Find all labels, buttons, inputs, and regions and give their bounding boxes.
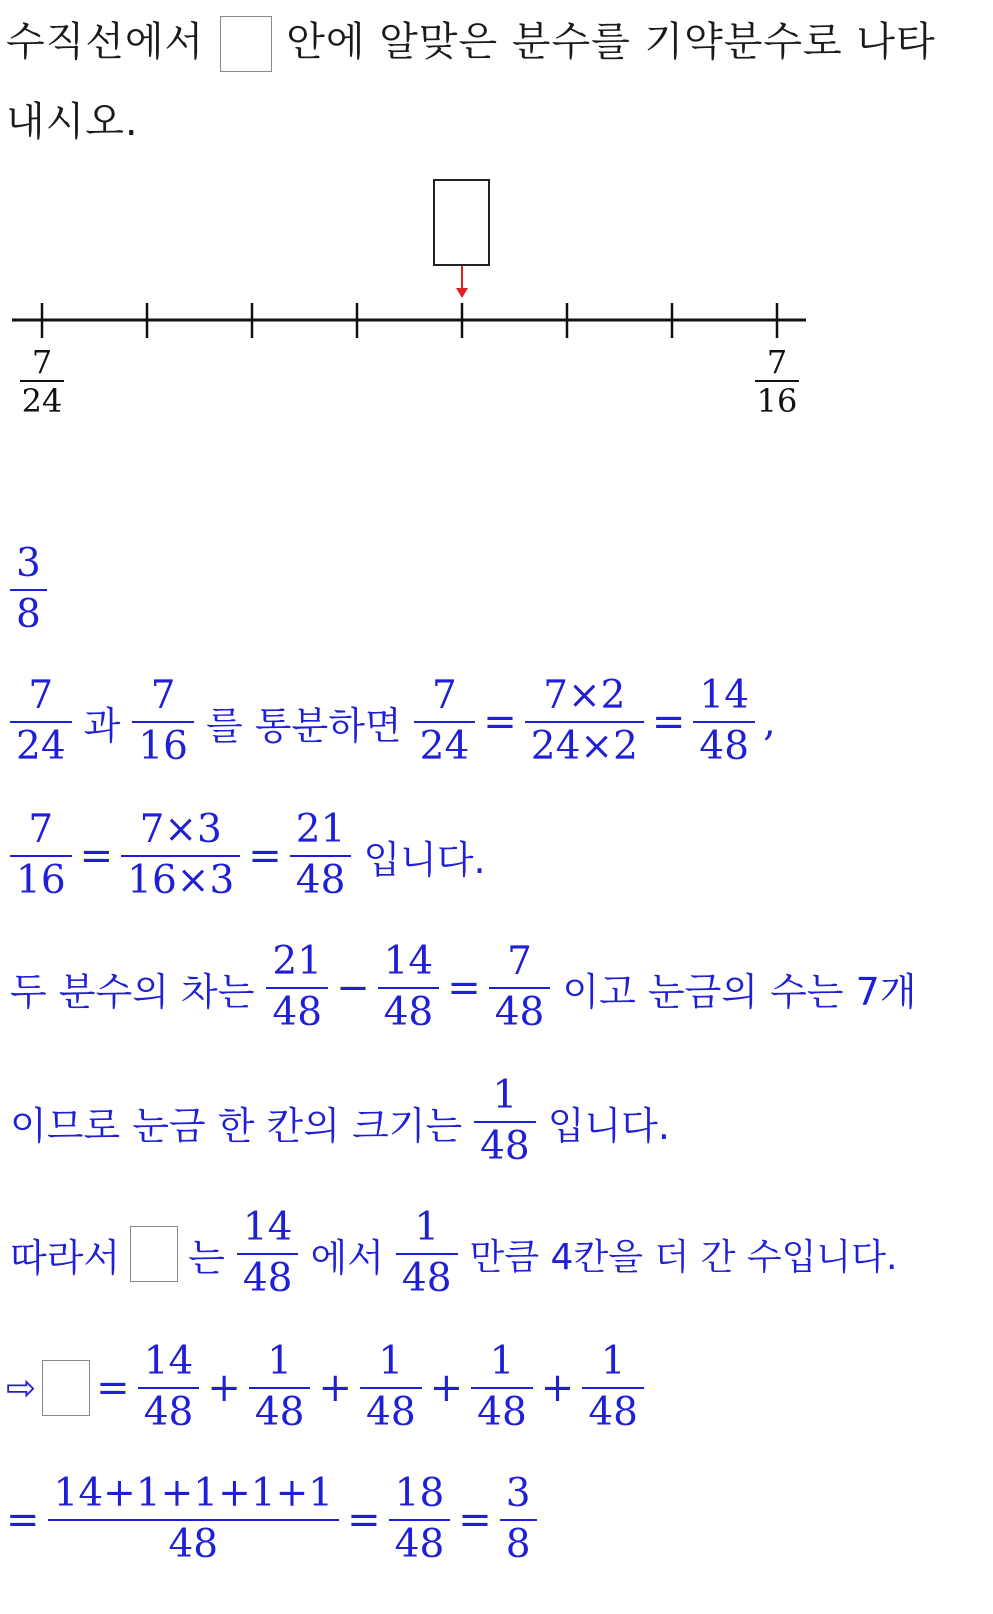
solution-row-5 bbox=[4, 1204, 903, 1304]
solution-text: 이고 눈금의 수는 7개 bbox=[562, 969, 917, 1014]
fraction: $\frac{18}{48}$ bbox=[389, 1472, 451, 1568]
question-line-1 bbox=[6, 16, 936, 72]
solution-text: 두 분수의 차는 bbox=[10, 969, 255, 1014]
solution-blank-box bbox=[42, 1360, 90, 1416]
left-label-numerator: 7 bbox=[31, 343, 53, 381]
solution-row-1 bbox=[4, 672, 778, 772]
right-label-numerator: 7 bbox=[766, 343, 788, 381]
fraction: $\frac{1}{48}$ bbox=[249, 1340, 311, 1436]
solution-text: 입니다. bbox=[363, 837, 486, 882]
fraction: $\frac{14}{48}$ bbox=[138, 1340, 200, 1436]
solution-text: 만큼 4칸을 더 간 수입니다. bbox=[469, 1236, 898, 1278]
fraction: $\frac{3}{8}$ bbox=[500, 1472, 537, 1568]
equals-sign: = bbox=[483, 699, 517, 745]
solution-row-2 bbox=[4, 806, 492, 906]
fraction: $\frac{7}{16}$ bbox=[10, 808, 72, 904]
solution-blank-box bbox=[130, 1226, 178, 1282]
fraction: $\frac{7}{24}$ bbox=[10, 674, 72, 770]
comma: , bbox=[763, 699, 776, 745]
equals-sign: = bbox=[6, 1497, 40, 1543]
fraction: $\frac{7}{48}$ bbox=[489, 940, 551, 1036]
left-label-denominator: 24 bbox=[21, 382, 63, 420]
solution-text: 를 통분하면 bbox=[206, 703, 402, 748]
plus-sign: + bbox=[429, 1365, 464, 1411]
equals-sign: = bbox=[447, 965, 481, 1011]
solution-text: 는 bbox=[188, 1235, 225, 1280]
fraction: $\frac{7\times 3}{16\times 3}$ bbox=[121, 808, 240, 904]
solution-row-7 bbox=[4, 1470, 543, 1570]
solution-row-6 bbox=[4, 1338, 650, 1438]
question-line-2: 내시오. bbox=[6, 99, 139, 145]
plus-sign: + bbox=[207, 1365, 241, 1411]
solution-text: 에서 bbox=[310, 1235, 384, 1280]
fraction: $\frac{14}{48}$ bbox=[693, 674, 755, 770]
solution-text: 따라서 bbox=[10, 1235, 121, 1280]
equals-sign: = bbox=[458, 1497, 492, 1543]
answer bbox=[4, 540, 53, 640]
number-line-answer-box[interactable] bbox=[434, 180, 489, 265]
solution-text: 과 bbox=[83, 703, 121, 748]
fraction: $\frac{7\times 2}{24\times 2}$ bbox=[525, 674, 644, 770]
minus-sign: − bbox=[336, 965, 370, 1011]
fraction: $\frac{14+1+1+1+1}{48}$ bbox=[48, 1472, 340, 1568]
equals-sign: = bbox=[96, 1365, 130, 1411]
fraction: $\frac{21}{48}$ bbox=[290, 808, 352, 904]
fraction: $\frac{1}{48}$ bbox=[474, 1074, 536, 1170]
fraction: $\frac{1}{48}$ bbox=[471, 1340, 533, 1436]
solution-row-3 bbox=[4, 938, 922, 1038]
answer-fraction: $\frac{3}{8}$ bbox=[10, 542, 47, 638]
equals-sign: = bbox=[79, 833, 114, 879]
question-text-end: 안에 알맞은 분수를 기약분수로 나타 bbox=[286, 19, 936, 65]
plus-sign: + bbox=[540, 1365, 575, 1411]
fraction: $\frac{14}{48}$ bbox=[378, 940, 440, 1036]
number-line bbox=[0, 170, 820, 430]
plus-sign: + bbox=[318, 1365, 352, 1411]
question-text-start: 수직선에서 bbox=[6, 19, 205, 65]
fraction: $\frac{1}{48}$ bbox=[360, 1340, 422, 1436]
solution-text: 이므로 눈금 한 칸의 크기는 bbox=[10, 1103, 463, 1148]
number-line-arrow-head bbox=[456, 288, 468, 298]
fraction: $\frac{1}{48}$ bbox=[582, 1340, 644, 1436]
equals-sign: = bbox=[347, 1497, 381, 1543]
equals-sign: = bbox=[651, 699, 686, 745]
solution-text: 입니다. bbox=[547, 1103, 670, 1148]
equals-sign: = bbox=[248, 833, 282, 879]
answer-blank-box[interactable] bbox=[220, 16, 272, 72]
fraction: $\frac{1}{48}$ bbox=[396, 1206, 458, 1302]
solution-row-4 bbox=[4, 1072, 676, 1172]
right-label-denominator: 16 bbox=[756, 382, 798, 420]
fraction: $\frac{21}{48}$ bbox=[266, 940, 328, 1036]
right-arrow-icon: ⇨ bbox=[6, 1367, 37, 1409]
fraction: $\frac{7}{16}$ bbox=[132, 674, 194, 770]
fraction: $\frac{7}{24}$ bbox=[414, 674, 476, 770]
fraction: $\frac{14}{48}$ bbox=[237, 1206, 299, 1302]
